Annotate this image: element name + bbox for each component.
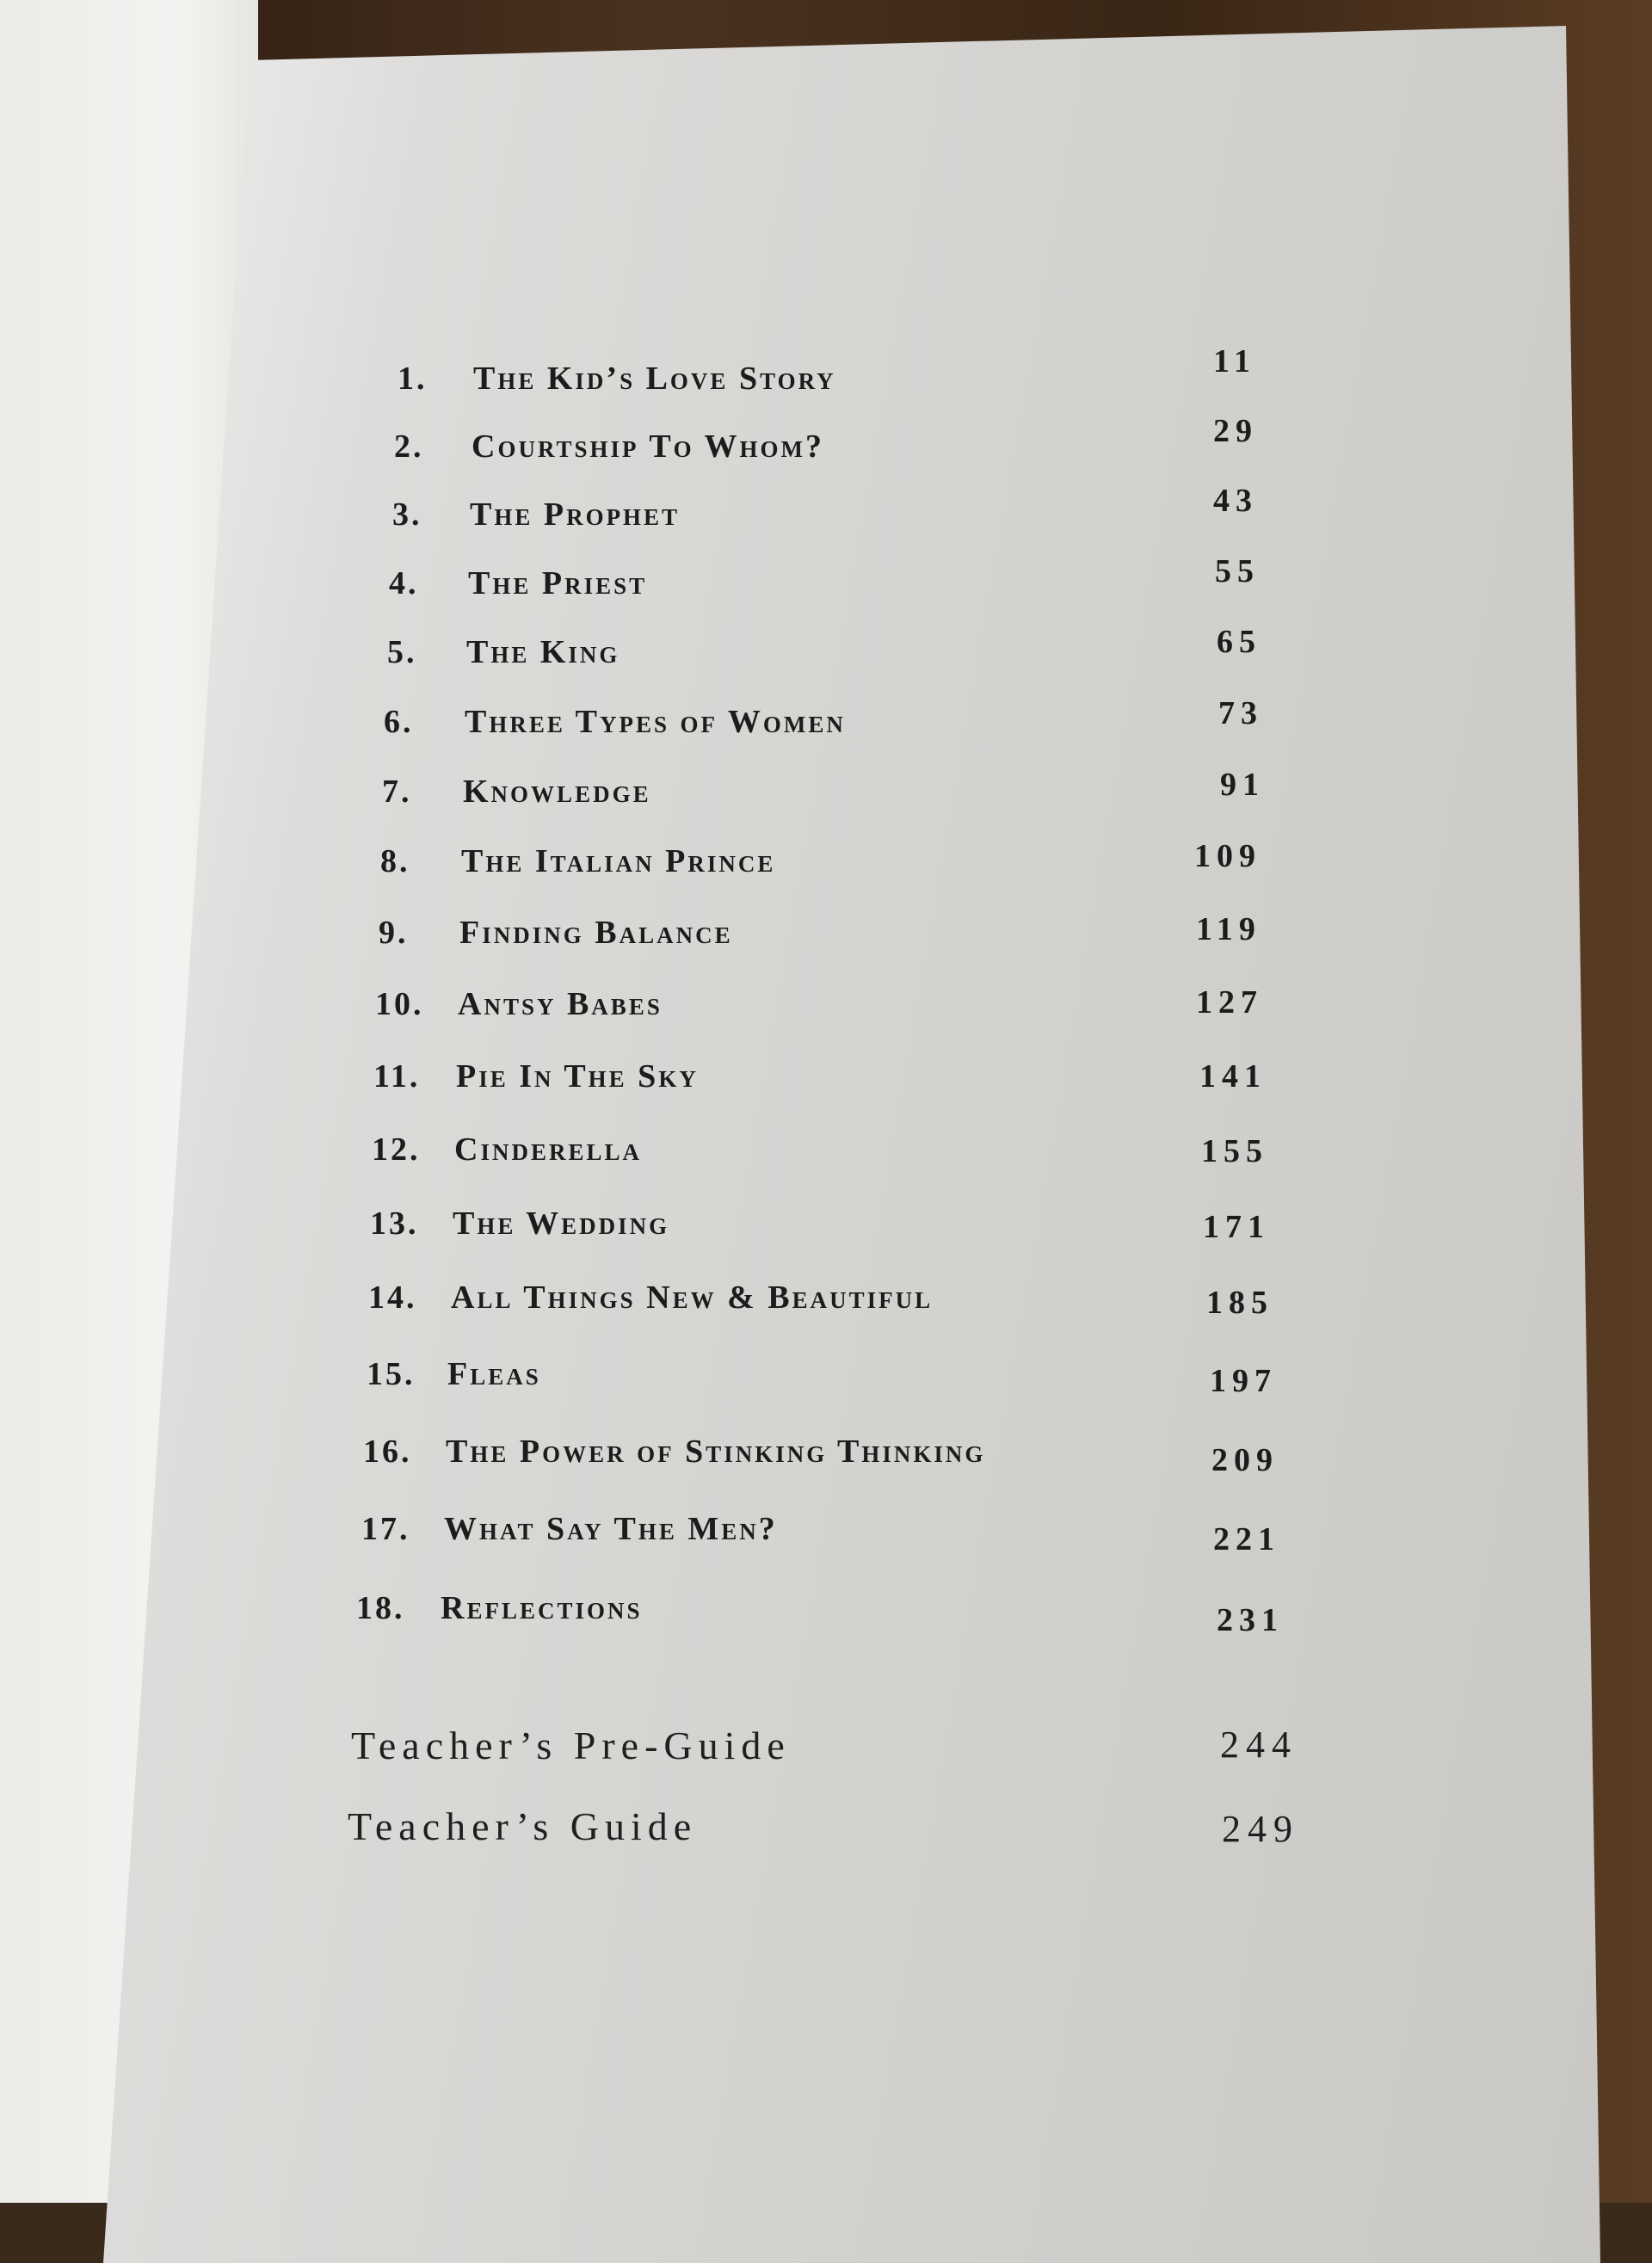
chapter-title: Courtship To Whom? [472,429,824,465]
chapter-title: Finding Balance [459,915,733,951]
chapter-title: Reflections [441,1590,643,1626]
chapter-title: The Wedding [453,1205,670,1242]
chapter-number: 10. [375,986,424,1022]
chapter-page: 29 [1213,413,1258,449]
guide-title: Teacher’s Guide [348,1804,698,1848]
chapter-number: 4. [389,565,419,601]
chapter-number: 1. [398,361,428,397]
chapter-title: The Priest [468,565,648,601]
chapter-page: 91 [1220,767,1265,803]
chapter-number: 12. [372,1132,421,1168]
chapter-title: What Say The Men? [444,1511,778,1547]
chapter-number: 15. [367,1356,416,1392]
chapter-title: Cinderella [454,1132,642,1168]
chapter-page: 231 [1217,1602,1284,1638]
chapter-title: Pie In The Sky [456,1058,699,1095]
chapter-title: The Power of Stinking Thinking [446,1434,986,1470]
chapter-number: 8. [380,843,410,879]
chapter-title: Three Types of Women [465,704,846,740]
chapter-page: 119 [1196,911,1261,947]
chapter-title: Antsy Babes [458,986,663,1022]
chapter-title: All Things New & Beautiful [451,1279,934,1316]
guide-title: Teacher’s Pre-Guide [351,1723,791,1767]
chapter-title: The Italian Prince [461,843,776,879]
chapter-title: The Kid’s Love Story [473,361,836,397]
chapter-number: 17. [361,1511,410,1547]
chapter-page: 11 [1213,343,1256,379]
chapter-number: 6. [384,704,414,740]
chapter-number: 18. [356,1590,405,1626]
chapter-title: Knowledge [463,774,651,810]
chapter-page: 109 [1194,838,1261,874]
guide-page: 244 [1220,1723,1298,1766]
chapter-number: 14. [368,1279,417,1316]
chapter-number: 3. [392,496,422,533]
chapter-page: 73 [1218,695,1263,731]
chapter-page: 55 [1215,553,1260,589]
chapter-page: 185 [1206,1285,1273,1321]
chapter-number: 13. [370,1205,419,1242]
chapter-number: 11. [373,1058,421,1095]
chapter-number: 9. [379,915,409,951]
chapter-page: 65 [1217,624,1261,660]
chapter-page: 155 [1201,1133,1268,1169]
chapter-title: The King [466,634,620,670]
chapter-title: The Prophet [470,496,681,533]
chapter-number: 16. [363,1434,412,1470]
chapter-page: 141 [1199,1058,1267,1095]
chapter-number: 7. [382,774,412,810]
chapter-page: 209 [1211,1442,1279,1478]
chapter-page: 197 [1210,1363,1277,1399]
chapter-number: 5. [387,634,417,670]
chapter-page: 127 [1196,984,1263,1021]
chapter-page: 221 [1213,1521,1280,1557]
guide-page: 249 [1222,1808,1299,1850]
chapter-number: 2. [394,429,424,465]
chapter-title: Fleas [447,1356,541,1392]
chapter-page: 171 [1203,1209,1270,1245]
chapter-page: 43 [1213,483,1258,519]
